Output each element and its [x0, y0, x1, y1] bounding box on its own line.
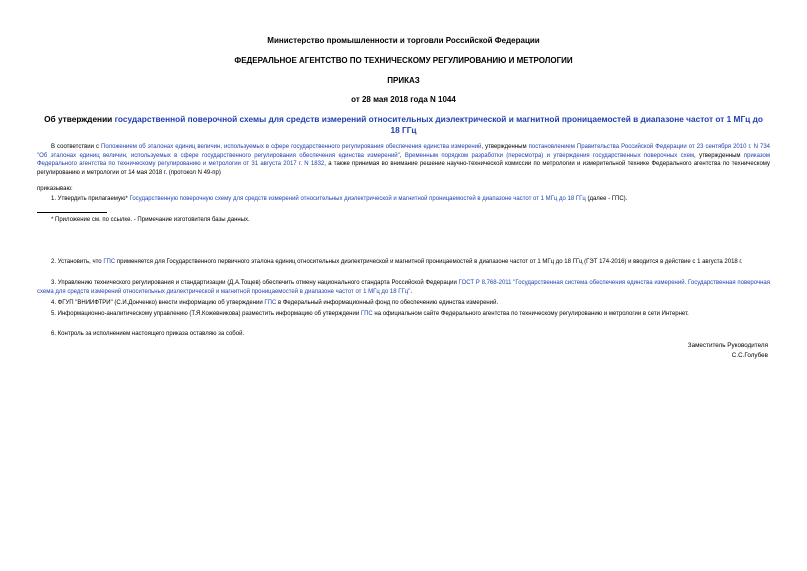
preamble-text-3: ,	[399, 152, 405, 159]
item-2	[37, 258, 770, 267]
item-1	[37, 195, 770, 204]
item-3-text-1: 3. Управлению технического регулирования и стандартизации (Д.А.Тощев) обеспечить отмену национального стандарта Российской Федерации	[51, 280, 459, 286]
footnote-divider	[37, 212, 107, 213]
item-5-gps-link[interactable]: ГПС	[360, 311, 373, 317]
item-2-text-1: 2. Установить, что	[51, 259, 104, 265]
item-4	[37, 299, 770, 308]
preamble-text-4: , утвержденным	[694, 152, 744, 159]
government-decree-link[interactable]: постановлением Правительства Российской Федерации от 23 сентября 2010 г. N 734 "Об эталонах единиц величин, используемых в сфере государственного регулирования обеспечения единства измерений"	[37, 144, 770, 159]
signature-position: Заместитель Руководителя	[687, 342, 768, 349]
prikazyvayu: приказываю:	[37, 186, 73, 192]
ministry-heading: Министерство промышленности и торговли Российской Федерации	[267, 36, 540, 45]
item-2-gps-link[interactable]: ГПС	[103, 259, 116, 265]
footnote: * Приложение см. по ссылке. - Примечание изготовителя базы данных.	[51, 217, 250, 223]
item-1-text-1: 1. Утвердить прилагаемую*	[51, 196, 130, 202]
item-5-text-1: 5. Информационно-аналитическому управлению (Т.Я.Кожевникова) разместить информацию об утверждении	[51, 311, 361, 317]
item-3	[37, 279, 770, 296]
agency-order-link[interactable]: приказом Федерального агентства по техническому регулированию и метрологии от 31 августа 2017 г. N 1832	[37, 152, 770, 168]
item-5	[37, 310, 770, 319]
preamble-paragraph	[37, 143, 770, 177]
gost-link[interactable]: ГОСТ Р 8.768-2011 "Государственная система обеспечения единства измерений. Государственная поверочная схема для средств измерений относительных диэлектрической и магнитной проницаемостей в диапазоне частот от 1 МГц до 18 ГГц"	[37, 280, 770, 295]
signature-name: С.С.Голубев	[731, 352, 768, 359]
item-5-text-2: на официальном сайте Федерального агентства по техническому регулированию и метрологии в сети Интернет.	[372, 311, 689, 317]
date-number: от 28 мая 2018 года N 1044	[351, 95, 456, 104]
agency-heading: ФЕДЕРАЛЬНОЕ АГЕНТСТВО ПО ТЕХНИЧЕСКОМУ РЕГУЛИРОВАНИЮ И МЕТРОЛОГИИ	[234, 56, 573, 65]
regulation-link[interactable]: Положением об эталонах единиц величин, используемых в сфере государственного регулирования обеспечения единства измерений	[101, 144, 482, 150]
doc-type-heading: ПРИКАЗ	[387, 76, 420, 85]
title-link[interactable]: государственной поверочной схемы для средств измерений относительных диэлектрической и магнитной проницаемостей в диапазоне частот от 1 МГц до 18 ГГц	[114, 114, 763, 135]
temporary-procedure-link[interactable]: Временным порядком разработки (пересмотра) и утверждения государственных поверочных схем	[404, 152, 695, 159]
item-2-text-2: применяется для Государственного первичного эталона единиц относительных диэлектрической и магнитной проницаемостей в диапазоне частот от 1 МГц до 18 ГГц (ГЭТ 174-2016) и вводится в действие с 1 августа 2018 г.	[115, 259, 743, 265]
document-title	[37, 114, 770, 136]
item-3-text-2: .	[410, 288, 413, 295]
title-prefix: Об утверждении	[44, 114, 115, 124]
preamble-text-2: , утвержденным	[481, 144, 529, 150]
item-4-text-2: в Федеральный информационный фонд по обеспечению единства измерений.	[276, 300, 499, 306]
item-4-text-1: 4. ФГУП "ВНИИФТРИ" (С.И.Донченко) внести информацию об утверждении	[51, 300, 265, 306]
item-1-text-2: (далее - ГПС).	[585, 196, 628, 202]
item-4-gps-link[interactable]: ГПС	[264, 300, 277, 306]
gps-scheme-link[interactable]: Государственную поверочную схему для средств измерений относительных диэлектрической и магнитной проницаемостей в диапазоне частот от 1 МГц до 18 ГГц	[129, 196, 586, 202]
preamble-text-5: , а также принимая во внимание решение научно-технической комиссии по метрологии и измерительной технике Федерального агентства по техническому регулированию и метрологии от 14 мая 2018 г. (протокол N 49-пр)	[37, 161, 770, 176]
preamble-text-1: В соответствии с	[51, 144, 102, 150]
item-6: 6. Контроль за исполнением настоящего приказа оставляю за собой.	[51, 331, 245, 337]
